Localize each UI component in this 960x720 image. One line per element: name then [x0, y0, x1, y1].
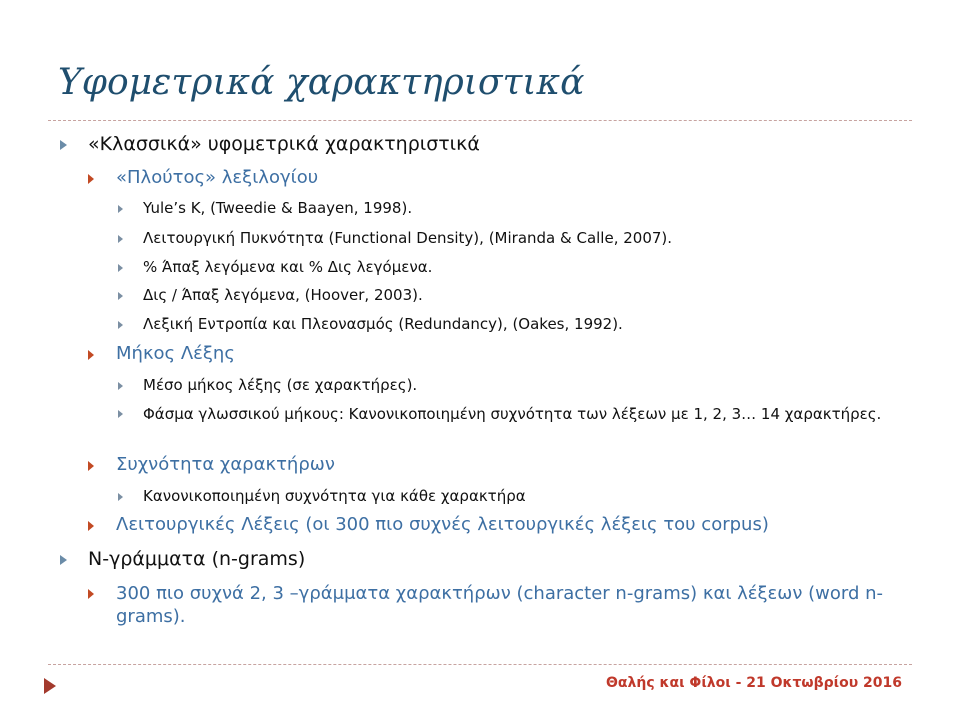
bullet-word-length: [88, 343, 235, 364]
bullet-text: «Πλούτος» λεξιλογίου: [116, 167, 319, 188]
title-divider: [48, 120, 912, 121]
bullet-entropy-redundancy: [118, 315, 623, 333]
slide-title: Υφομετρικά χαρακτηριστικά: [58, 62, 585, 103]
bullet-char-frequency: [88, 454, 335, 475]
footer-divider: [48, 664, 912, 665]
slide-footer: Θαλής και Φίλοι - 21 Οκτωβρίου 2016: [606, 675, 902, 691]
bullet-vocabulary-richness: [88, 167, 318, 188]
bullet-text: Συχνότητα χαρακτήρων: [116, 454, 335, 475]
bullet-arrow-icon: [88, 589, 94, 599]
bullet-arrow-icon: [118, 410, 123, 418]
bullet-dis-hapax-ratio: [118, 286, 423, 304]
bullet-text: Κανονικοποιημένη συχνότητα για κάθε χαρακτήρα: [143, 487, 526, 505]
bullet-arrow-icon: [60, 140, 67, 150]
bullet-arrow-icon: [118, 235, 123, 243]
bullet-arrow-icon: [118, 321, 123, 329]
bullet-arrow-icon: [88, 521, 94, 531]
bullet-arrow-icon: [88, 174, 94, 184]
bullet-text: «Κλασσικά» υφομετρικά χαρακτηριστικά: [88, 133, 480, 155]
bullet-text: Λειτουργική Πυκνότητα (Functional Density), (Miranda & Calle, 2007).: [143, 229, 673, 247]
bullet-arrow-icon: [118, 292, 123, 300]
bullet-text: Δις / Άπαξ λεγόμενα, (Hoover, 2003).: [143, 286, 423, 304]
bullet-mean-word-length: [118, 376, 417, 394]
bullet-top-ngrams: [88, 582, 896, 628]
bullet-functional-density: [118, 229, 672, 247]
bullet-arrow-icon: [118, 264, 123, 272]
bullet-yules-k: [118, 199, 412, 217]
bullet-length-spectrum: [118, 404, 893, 425]
bullet-arrow-icon: [118, 205, 123, 213]
bullet-text: Yule’s K, (Tweedie & Baayen, 1998).: [143, 199, 413, 217]
bullet-function-words: [88, 514, 769, 535]
bullet-text: Λειτουργικές Λέξεις (οι 300 πιο συχνές λειτουργικές λέξεις του corpus): [116, 514, 769, 535]
bullet-arrow-icon: [88, 461, 94, 471]
bullet-arrow-icon: [118, 493, 123, 501]
bullet-arrow-icon: [60, 555, 67, 565]
bullet-classic-features: [60, 133, 480, 155]
bullet-text: Φάσμα γλωσσικού μήκους: Κανονικοποιημένη συχνότητα των λέξεων με 1, 2, 3… 14 χαρακτήρες.: [143, 405, 882, 423]
bullet-hapax-dis: [118, 258, 432, 276]
bullet-text: Λεξική Εντροπία και Πλεονασμός (Redundancy), (Oakes, 1992).: [143, 315, 623, 333]
bullet-text: Μέσο μήκος λέξης (σε χαρακτήρες).: [143, 376, 418, 394]
bullet-text: Μήκος Λέξης: [116, 343, 235, 364]
bullet-text: N-γράμματα (n-grams): [88, 548, 306, 570]
footer-arrow-icon: [44, 678, 56, 694]
bullet-text: 300 πιο συχνά 2, 3 –γράμματα χαρακτήρων (character n-grams) και λέξεων (word n-grams).: [116, 583, 884, 627]
bullet-text: % Άπαξ λεγόμενα και % Δις λεγόμενα.: [143, 258, 433, 276]
bullet-normalized-char-frequency: [118, 487, 526, 505]
bullet-arrow-icon: [118, 382, 123, 390]
bullet-ngrams: [60, 548, 305, 570]
bullet-arrow-icon: [88, 350, 94, 360]
